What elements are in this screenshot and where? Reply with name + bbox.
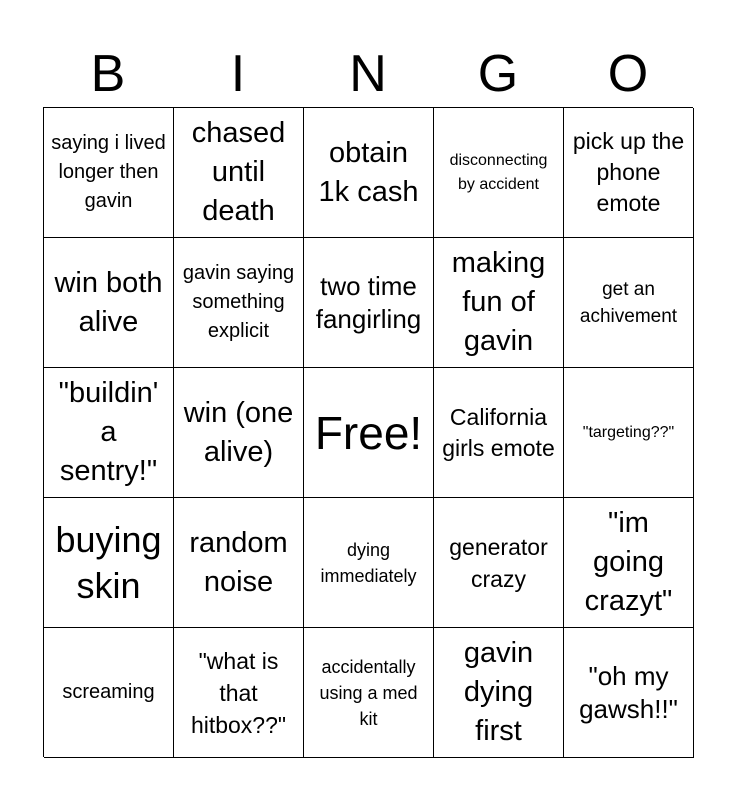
header-letter-i: I	[230, 45, 246, 103]
bingo-cell-r5c4[interactable]	[434, 628, 564, 758]
bingo-board	[43, 107, 693, 757]
header-letter-o: O	[607, 45, 649, 103]
cell-text: win (one alive)	[183, 396, 294, 468]
bingo-cell-r5c2[interactable]	[174, 628, 304, 758]
cell-text: two time fangirling	[315, 270, 422, 334]
bingo-cell-r5c5[interactable]	[564, 628, 694, 758]
header-letter-b: B	[90, 45, 126, 103]
cell-text: "oh my gawsh!!"	[579, 660, 678, 724]
bingo-cell-r1c2[interactable]	[174, 108, 304, 238]
bingo-cell-r3c4[interactable]	[434, 368, 564, 498]
header-letter-n: N	[349, 45, 387, 103]
bingo-cell-r2c4[interactable]	[434, 238, 564, 368]
cell-text: "im going crazyt"	[584, 507, 673, 617]
bingo-cell-r4c5[interactable]	[564, 498, 694, 628]
bingo-cell-r3c2[interactable]	[174, 368, 304, 498]
bingo-cell-r2c1[interactable]	[44, 238, 174, 368]
bingo-cell-r1c3[interactable]	[304, 108, 434, 238]
bingo-cell-r2c5[interactable]	[564, 238, 694, 368]
cell-text: "what is that hitbox??"	[190, 647, 287, 738]
bingo-cell-r2c3[interactable]	[304, 238, 434, 368]
cell-text: dying immediately	[320, 539, 417, 586]
bingo-cell-r1c5[interactable]	[564, 108, 694, 238]
cell-text: random noise	[189, 526, 288, 598]
bingo-cell-r4c3[interactable]	[304, 498, 434, 628]
bingo-cell-r1c1[interactable]	[44, 108, 174, 238]
bingo-cell-r4c4[interactable]	[434, 498, 564, 628]
cell-text: California girls emote	[442, 403, 555, 461]
cell-text: gavin dying first	[463, 637, 534, 747]
cell-text: win both alive	[54, 266, 163, 338]
free-space[interactable]	[304, 368, 434, 498]
free-space-text: Free!	[314, 406, 423, 459]
bingo-cell-r3c1[interactable]	[44, 368, 174, 498]
cell-text: pick up the phone emote	[572, 128, 685, 216]
bingo-header	[43, 40, 693, 108]
cell-text: "buildin' a sentry!"	[58, 377, 159, 487]
bingo-cell-r5c3[interactable]	[304, 628, 434, 758]
cell-text: gavin saying something explicit	[182, 262, 295, 342]
cell-text: "targeting??"	[582, 423, 675, 441]
cell-text: disconnecting by accident	[449, 151, 548, 193]
cell-text: accidentally using a med kit	[319, 656, 418, 729]
bingo-cell-r2c2[interactable]	[174, 238, 304, 368]
cell-text: generator crazy	[449, 533, 548, 592]
cell-text: screaming	[62, 681, 155, 703]
cell-text: making fun of gavin	[451, 247, 546, 357]
cell-text: get an achivement	[579, 278, 678, 327]
cell-text: saying i lived longer then gavin	[51, 132, 166, 212]
bingo-cell-r4c2[interactable]	[174, 498, 304, 628]
bingo-cell-r1c4[interactable]	[434, 108, 564, 238]
bingo-cell-r3c5[interactable]	[564, 368, 694, 498]
cell-text: buying skin	[55, 518, 162, 606]
cell-text: obtain 1k cash	[318, 136, 419, 208]
header-letter-g: G	[477, 45, 519, 103]
bingo-cell-r5c1[interactable]	[44, 628, 174, 758]
cell-text: chased until death	[191, 117, 286, 227]
bingo-cell-r4c1[interactable]	[44, 498, 174, 628]
